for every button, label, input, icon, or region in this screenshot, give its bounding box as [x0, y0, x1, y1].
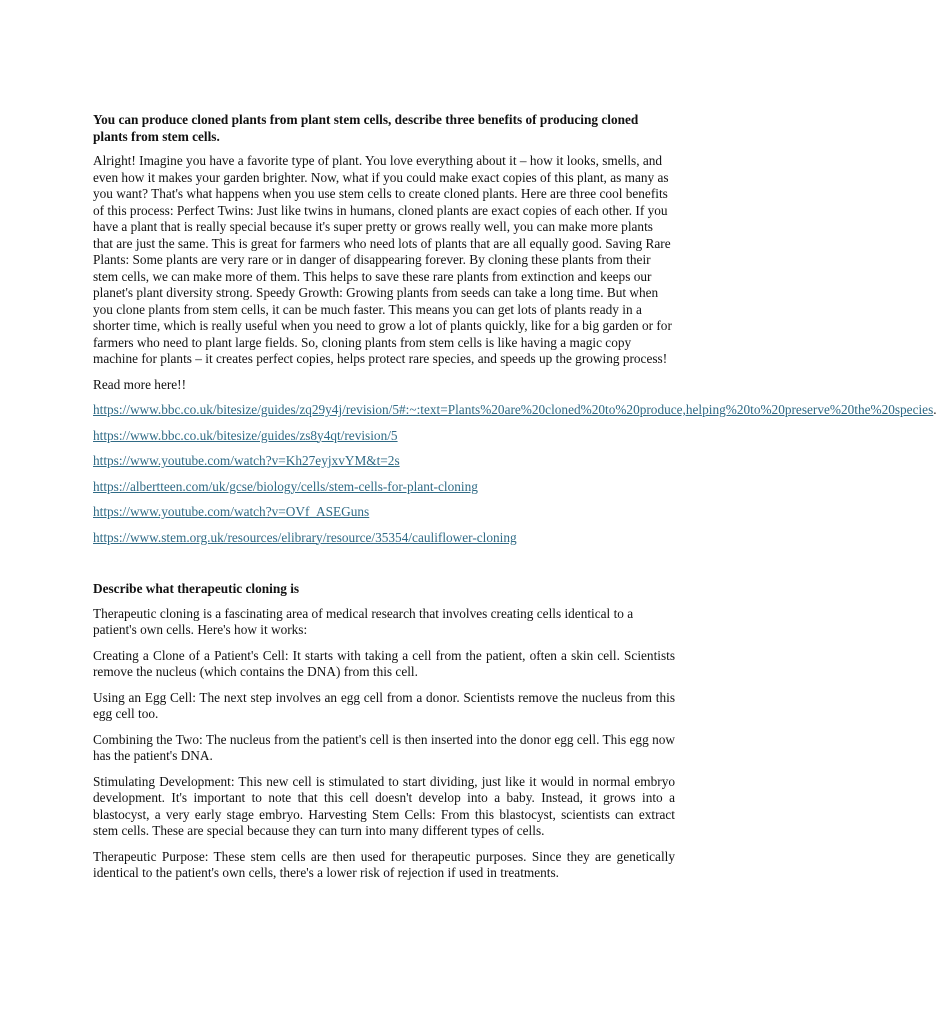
section-spacer [93, 555, 675, 581]
link-suffix: . [933, 402, 937, 417]
link-item [93, 453, 675, 470]
reference-link-bbc-revision[interactable]: https://www.bbc.co.uk/bitesize/guides/zs8y4qt/revision/5 [93, 427, 398, 443]
document-page [93, 112, 937, 891]
reference-link-bbc-cloning[interactable]: https://www.bbc.co.uk/bitesize/guides/zq29y4j/revision/5#:~:text=Plants%20are%20cloned%20to%20produce,helping%20to%20preserve%20the%20species [93, 402, 934, 417]
reference-link-stem-org[interactable]: https://www.stem.org.uk/resources/elibrary/resource/35354/cauliflower-cloning [93, 529, 517, 545]
section-2-paragraph: Therapeutic Purpose: These stem cells are then used for therapeutic purposes. Since they are genetically identical to the patient's own cells, there's a lower risk of rejection if used in treatments. [93, 848, 675, 880]
link-item [93, 504, 675, 521]
reference-link-youtube-2[interactable]: https://www.youtube.com/watch?v=OVf_ASEGuns [93, 504, 370, 519]
section-2-heading: Describe what therapeutic cloning is [93, 581, 300, 596]
link-item [93, 402, 937, 419]
section-2-paragraph: Stimulating Development: This new cell is stimulated to start dividing, just like it would in normal embryo development. It's important to note that this cell doesn't develop into a baby. Instead, it grows into a blastocyst, a very early stage embryo. Harvesting Stem Cells: From this blastocyst, scientists can extract stem cells. These are special because they can turn into many different types of cells. [93, 773, 675, 838]
link-item [93, 428, 675, 445]
reference-link-albertteen[interactable]: https://albertteen.com/uk/gcse/biology/cells/stem-cells-for-plant-cloning [93, 478, 478, 494]
section-2-paragraph: Using an Egg Cell: The next step involves an egg cell from a donor. Scientists remove the nucleus from this egg cell too. [93, 689, 675, 721]
link-item [93, 479, 675, 496]
section-2-paragraph: Creating a Clone of a Patient's Cell: It starts with taking a cell from the patient, often a skin cell. Scientists remove the nucleus (which contains the DNA) from this cell. [93, 647, 675, 679]
reference-links [93, 402, 937, 546]
section-2-paragraph: Combining the Two: The nucleus from the patient's cell is then inserted into the donor egg cell. This egg now has the patient's DNA. [93, 731, 675, 763]
link-item [93, 530, 675, 547]
section-2-paragraph: Therapeutic cloning is a fascinating area of medical research that involves creating cells identical to a patient's own cells. Here's how it works: [93, 605, 634, 637]
section-1-heading: You can produce cloned plants from plant stem cells, describe three benefits of producing cloned plants from stem cells. [93, 112, 639, 144]
read-more-label: Read more here!! [93, 376, 187, 392]
section-1-body: Alright! Imagine you have a favorite type of plant. You love everything about it – how it looks, smells, and even how it makes your garden brighter. Now, what if you could make exact copies of this plant, as many as you want? That's what happens when you use stem cells to create cloned plants. Here are three cool benefits of this process: Perfect Twins: Just like twins in humans, cloned plants are exact copies of each other. If you have a plant that is really special because it's super pretty or grows really well, you can make more plants that are just the same. This is great for farmers who need lots of plants that are all equally good. Saving Rare Plants: Some plants are very rare or in danger of disappearing forever. By cloning these plants from their stem cells, we can make more of them. This helps to save these rare plants from extinction and keeps our planet's plant diversity strong. Speedy Growth: Growing plants from seeds can take a long time. But when you clone plants from stem cells, it can be much faster. This means you can get lots of plants ready in a shorter time, which is really useful when you need to grow a lot of plants quickly, like for a big garden or for farmers who need to plant large fields. So, cloning plants from stem cells is like having a magic copy machine for plants – it creates perfect copies, helps protect rare species, and speeds up the growing process! [93, 153, 672, 366]
reference-link-youtube-1[interactable]: https://www.youtube.com/watch?v=Kh27eyjxvYM&t=2s [93, 453, 400, 468]
